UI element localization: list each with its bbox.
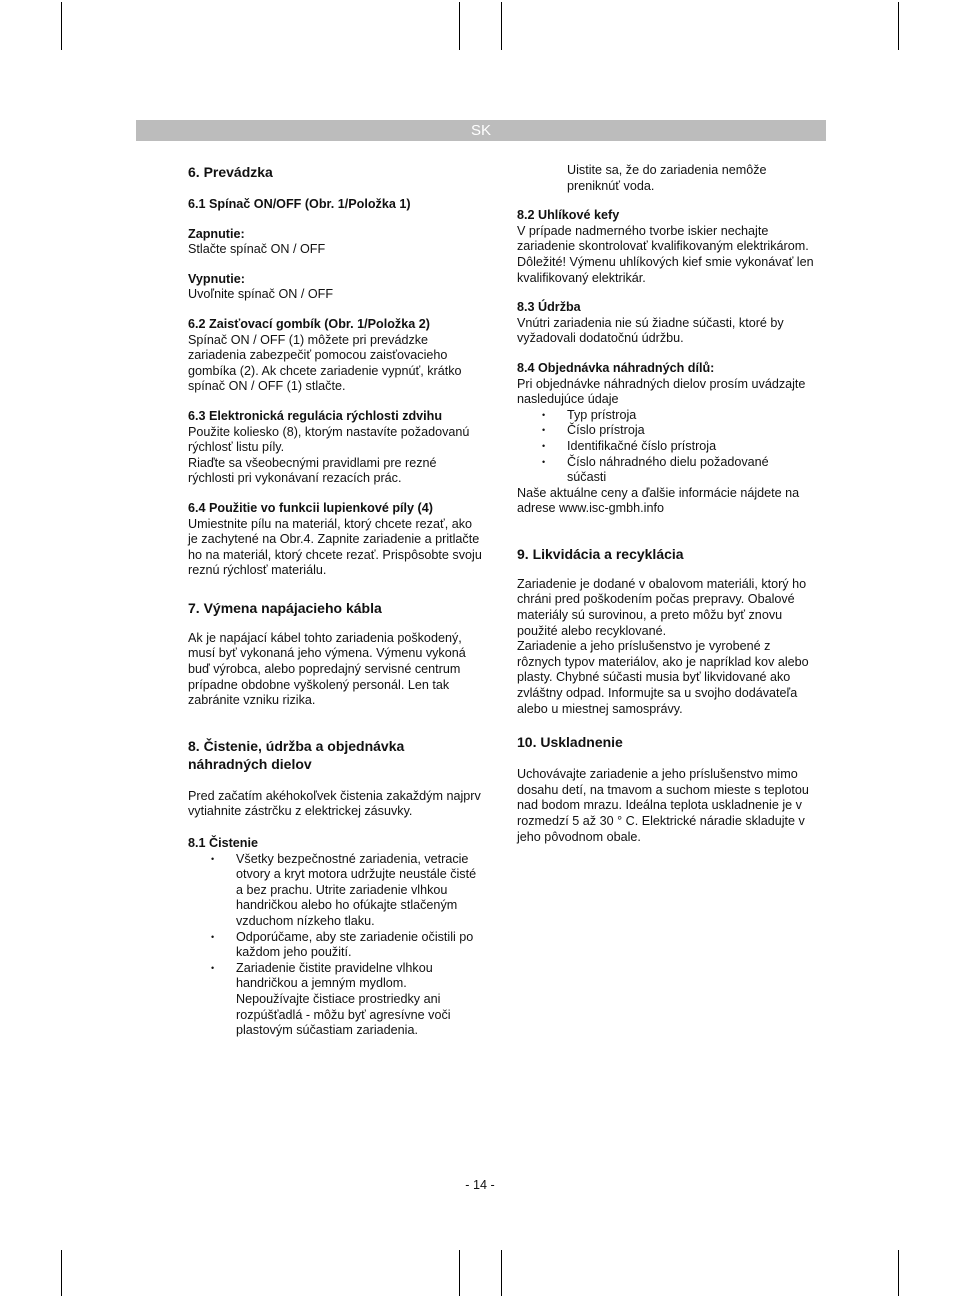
page-number: - 14 - [465,1178,495,1192]
section-8-3-text: Vnútri zariadenia nie sú žiadne súčasti, ktoré by vyžadovali dodatočnú údržbu. [517,315,784,346]
crop-mark [898,2,899,50]
list-item: • Zariadenie čistite pravidelne vlhkou handričkou a jemným mydlom. Nepoužívajte čistiace prostriedky ani rozpúšťadlá - môžu byť agresívne voči plastovým súčastiam zariadenia. [188,961,483,1039]
list-item: • Odporúčame, aby ste zariadenie očistili po každom jeho použití. [188,930,483,961]
section-6-1-title: 6.1 Spínač ON/OFF (Obr. 1/Položka 1) [188,197,411,211]
section-6-title: 6. Prevádzka [188,164,273,180]
continuation-text: Uistite sa, že do zariadenia nemôže preniknúť voda. [567,163,767,193]
section-6-2-text: Spínač ON / OFF (1) môžete pri prevádzke zariadenia zabezpečiť pomocou zaisťovacieho gombíka (2). Ak chcete zariadenie vypnúť, krátko spínač ON / OFF (1) stlačte. [188,332,462,394]
left-column [188,163,483,1039]
section-8-4-note: Naše aktuálne ceny a ďalšie informácie nájdete na adrese www.isc-gmbh.info [517,485,800,516]
section-6-3-title: 6.3 Elektronická regulácia rýchlosti zdvihu [188,408,443,423]
section-8-3-title: 8.3 Údržba [517,300,581,315]
switch-on-text: Stlačte spínač ON / OFF [188,242,326,257]
section-8-4-text: Pri objednávke náhradných dielov prosím uvádzajte nasledujúce údaje [517,376,806,407]
section-8-title: 8. Čistenie, údržba a objednávka [188,737,405,754]
switch-on-label: Zapnutie: [188,226,245,241]
section-6-2-title: 6.2 Zaisťovací gombík (Obr. 1/Položka 2) [188,316,430,331]
crop-mark [501,2,502,50]
section-6-4-title: 6.4 Použitie vo funkcii lupienkové píly (4) [188,500,433,515]
list-item: • Číslo prístroja [517,423,817,439]
switch-off-label: Vypnutie: [188,271,245,286]
section-9-text: Zariadenie je dodané v obalovom materiáli, ktorý ho chráni pred poškodením počas prepravy. Obalové materiály sú surovinou, a preto môžu byť znovu použité alebo recyklované. [517,576,807,638]
crop-mark [61,2,62,50]
section-8-title: náhradných dielov [188,755,312,772]
section-8-2-title: 8.2 Uhlíkové kefy [517,208,620,223]
crop-mark [459,1250,460,1296]
switch-off-text: Uvoľnite spínač ON / OFF [188,287,334,302]
right-column [517,163,817,845]
section-10-text: Uchovávajte zariadenie a jeho príslušenstvo mimo dosahu detí, na tmavom a suchom mieste s teplotou nad bodom mrazu. Ideálna teplota uskladnenie je v rozmedzí 5 až 30 ° C. Elektrické náradie skladujte v jeho pôvodnom obale. [517,767,809,844]
section-8-text: Pred začatím akéhokoľvek čistenia zakaždým najprv vytiahnite zástrčku z elektrickej zásuvky. [188,788,481,819]
list-item: • Identifikačné číslo prístroja [517,439,817,455]
crop-mark [898,1250,899,1296]
section-9-title: 9. Likvidácia a recyklácia [517,545,684,562]
section-8-2-text: V prípade nadmerného tvorbe iskier nechajte zariadenie skontrolovať kvalifikovaným elektrikárom. Dôležité! Výmenu uhlíkových kief smie vykonávať len kvalifikovaný elektrikár. [517,223,814,285]
section-6-4-text: Umiestnite pílu na materiál, ktorý chcete rezať, ako je zachytené na Obr.4. Zapnite zariadenie a pritlačte ho na materiál, ktorý chcete rezať. Prispôsobte svoju reznú rýchlosť materiálu. [188,516,482,578]
section-7-title: 7. Výmena napájacieho kábla [188,599,382,616]
list-item: • Číslo náhradného dielu požadované súčasti [517,455,817,486]
section-8-4-title: 8.4 Objednávka náhradných dílů: [517,360,715,375]
list-item: • Všetky bezpečnostné zariadenia, vetracie otvory a kryt motora udržujte neustále čisté a bez prachu. Utrite zariadenie vlhkou handričkou alebo ho ofúkajte stlačeným vzduchom nízkeho tlaku. [188,852,483,930]
crop-mark [501,1250,502,1296]
section-10-title: 10. Uskladnenie [517,734,623,751]
section-9-text: Zariadenie a jeho príslušenstvo je vyrobené z rôznych typov materiálov, ako je napríklad kov alebo plasty. Chybné súčasti musia byť likvidované ako zvláštny odpad. Informujte sa u svojho dodávateľa alebo u miestnej samosprávy. [517,639,809,716]
section-6-3-text: Použite koliesko (8), ktorým nastavíte požadovanú rýchlosť listu píly. [188,424,470,455]
section-6-3-text: Riaďte sa všeobecnými pravidlami pre rezné rýchlosti pri vykonávaní rezacích prác. [188,455,437,486]
crop-mark [459,2,460,50]
section-8-1-title: 8.1 Čistenie [188,836,258,851]
crop-mark [61,1250,62,1296]
order-data-list [517,408,817,486]
language-header: SK [136,120,826,141]
cleaning-list [188,852,483,1039]
section-7-text: Ak je napájací kábel tohto zariadenia poškodený, musí byť vykonaná jeho výmena. Výmenu vykoná buď výrobca, alebo popredajný servisné centrum prípadne obdobne vyškolený personál. Len tak zabránite vzniku rizika. [188,630,466,708]
list-item: • Typ prístroja [517,408,817,424]
